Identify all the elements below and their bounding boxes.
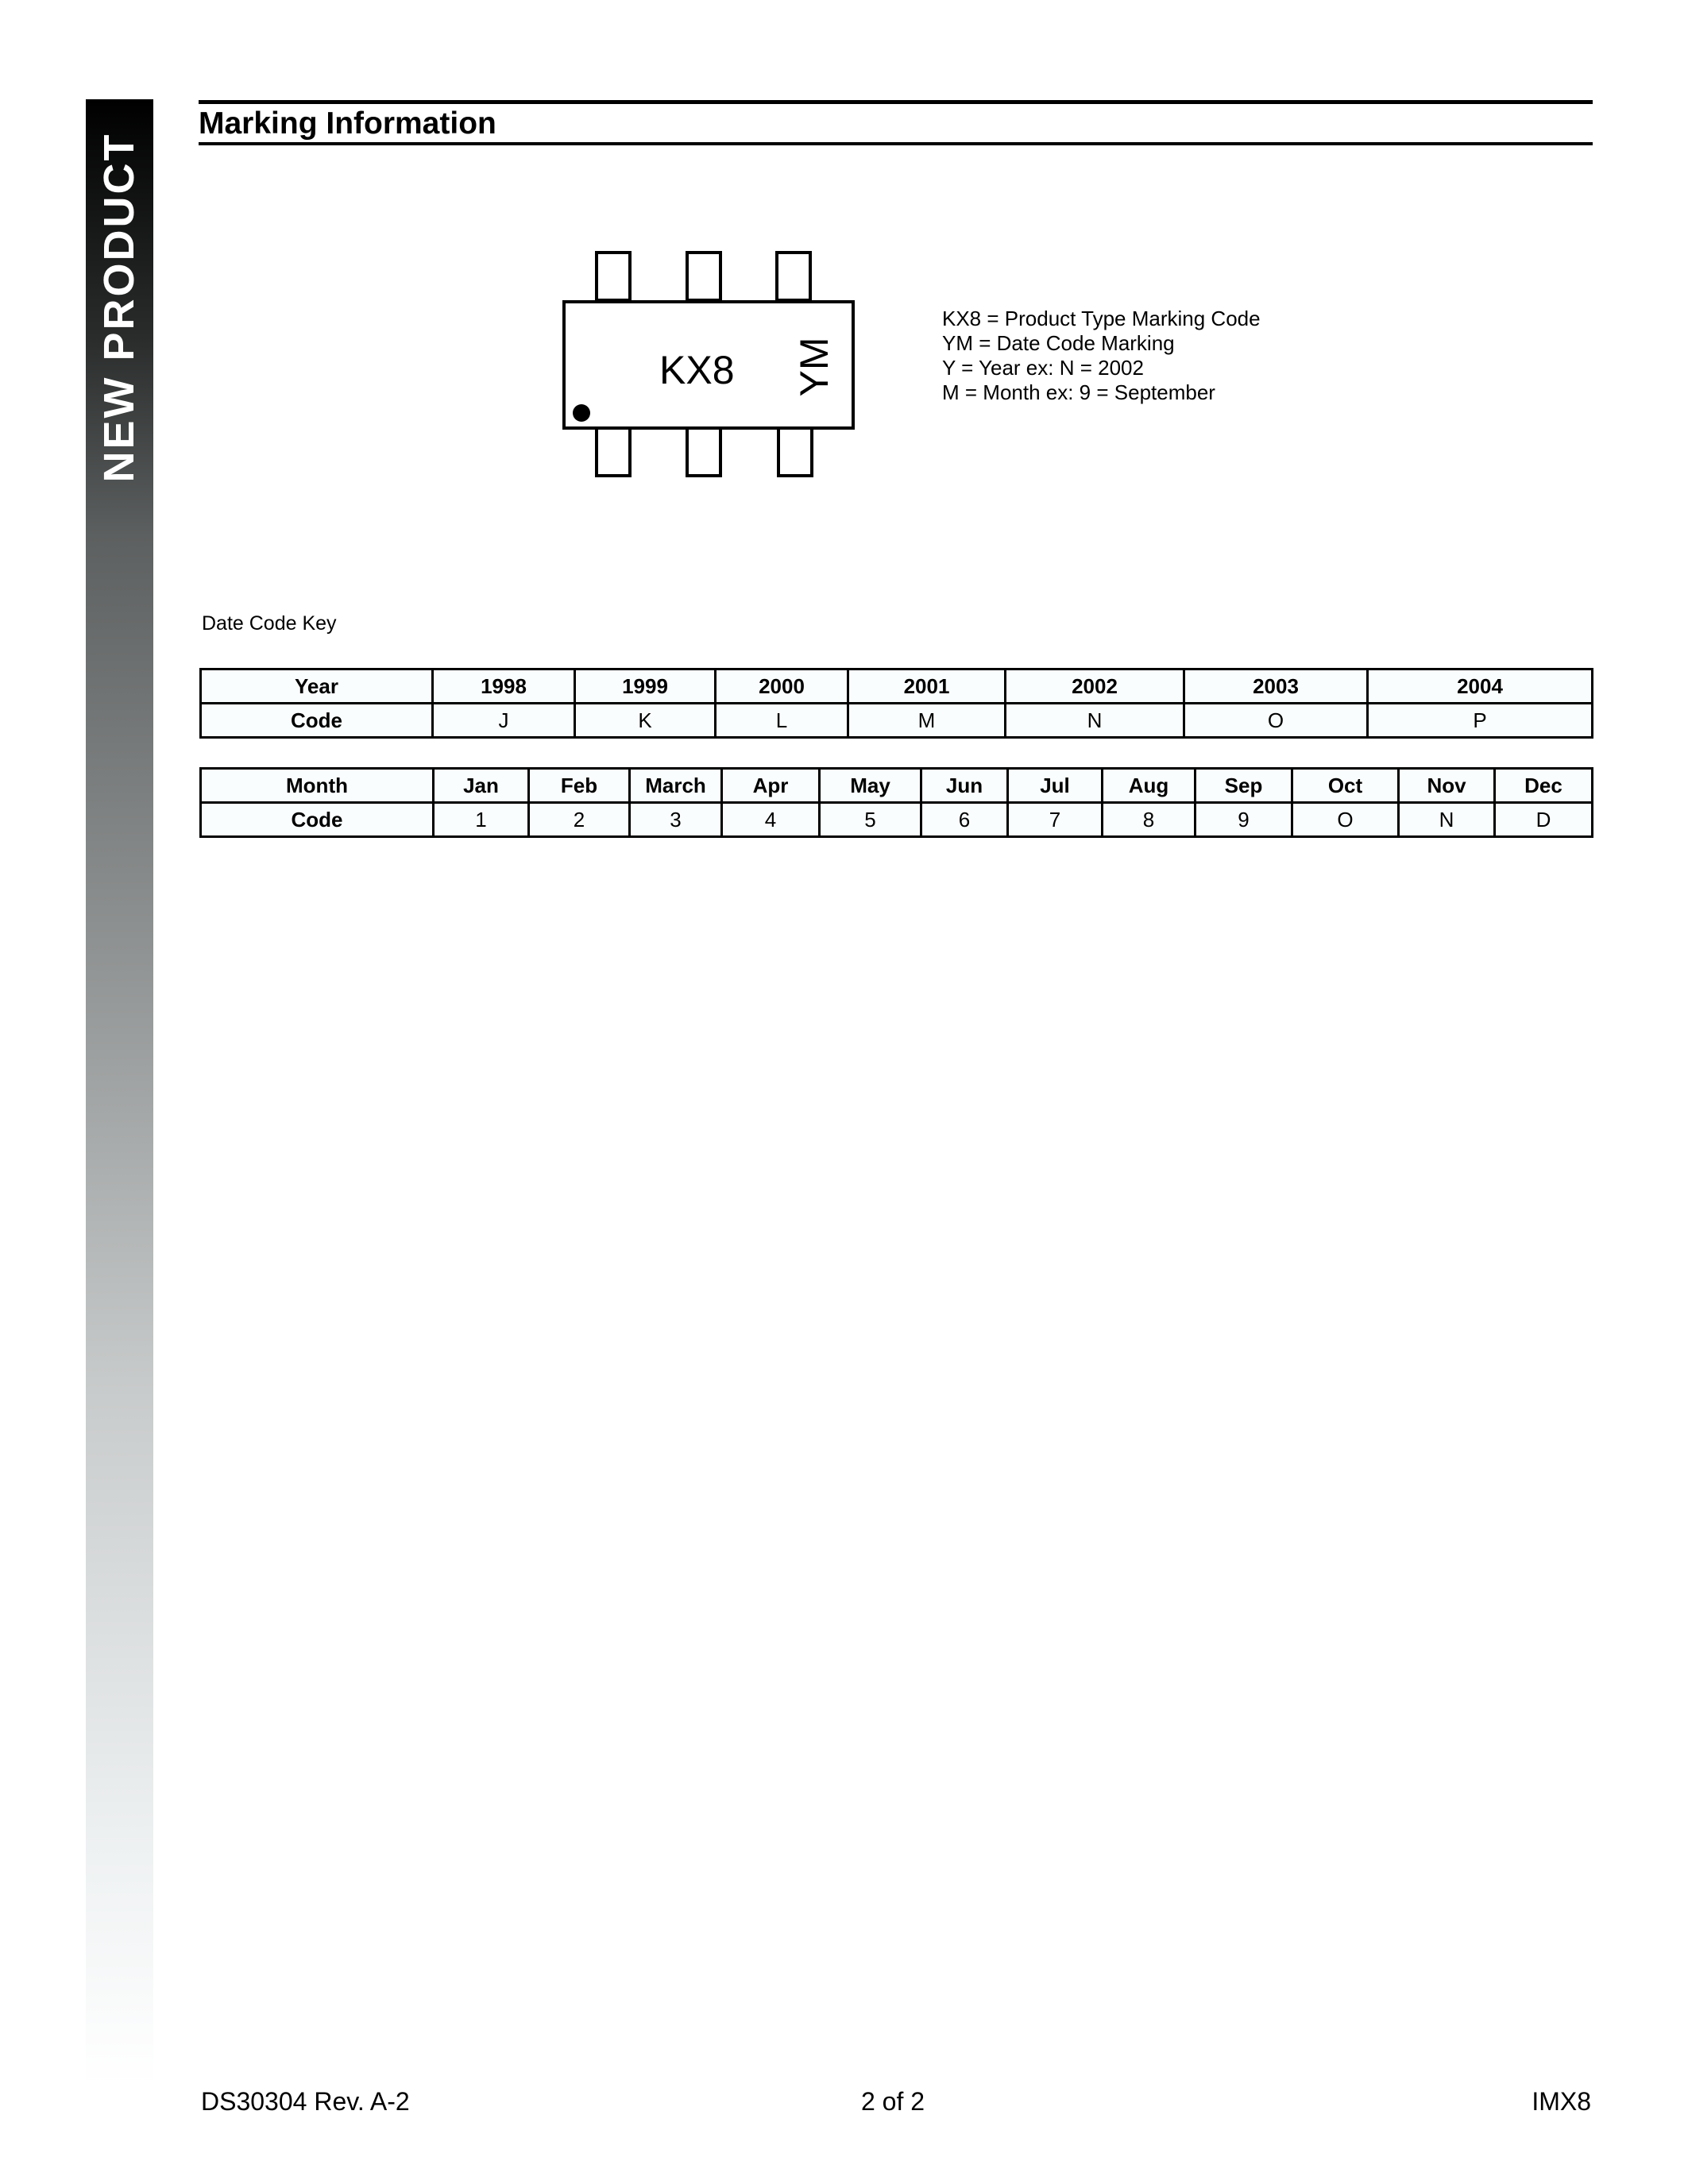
- marking-legend: [942, 307, 1261, 405]
- pin1-indicator-icon: [573, 404, 590, 422]
- month-code-table: [199, 767, 1593, 838]
- code-cell: 4: [722, 803, 820, 837]
- year-cell: 2004: [1368, 669, 1593, 704]
- legend-line: M = Month ex: 9 = September: [942, 380, 1215, 404]
- year-cell: 2003: [1184, 669, 1368, 704]
- year-cell: 2001: [848, 669, 1006, 704]
- month-cell: Oct: [1292, 769, 1399, 803]
- code-cell: P: [1368, 704, 1593, 738]
- month-cell: March: [630, 769, 722, 803]
- year-cell: 2000: [716, 669, 848, 704]
- sidebar-label: NEW PRODUCT: [95, 132, 143, 483]
- code-cell: N: [1399, 803, 1495, 837]
- code-cell: 1: [434, 803, 529, 837]
- pin-top-2: [686, 251, 722, 302]
- sidebar-label-container: [86, 99, 153, 483]
- code-cell: O: [1184, 704, 1368, 738]
- code-cell: K: [575, 704, 716, 738]
- month-cell: Aug: [1103, 769, 1196, 803]
- date-code-key-label: Date Code Key: [202, 612, 337, 635]
- code-cell: 5: [820, 803, 921, 837]
- month-cell: Apr: [722, 769, 820, 803]
- footer-document-number: DS30304 Rev. A-2: [201, 2087, 410, 2116]
- code-cell: 2: [529, 803, 630, 837]
- header-rule-bottom: [199, 142, 1593, 145]
- year-code-row: [201, 704, 1593, 738]
- code-cell: 8: [1103, 803, 1196, 837]
- year-code-table: [199, 668, 1593, 739]
- month-header-label: Month: [201, 769, 434, 803]
- month-cell: May: [820, 769, 921, 803]
- code-cell: D: [1495, 803, 1593, 837]
- code-cell: J: [433, 704, 575, 738]
- new-product-sidebar-banner: [86, 99, 153, 2085]
- footer-part-number: IMX8: [1532, 2087, 1591, 2116]
- legend-line: YM = Date Code Marking: [942, 331, 1175, 355]
- code-cell: 6: [921, 803, 1008, 837]
- month-cell: Jan: [434, 769, 529, 803]
- section-title: Marking Information: [199, 106, 496, 141]
- year-cell: 1998: [433, 669, 575, 704]
- code-cell: 7: [1008, 803, 1103, 837]
- footer-page-number: 2 of 2: [860, 2087, 925, 2116]
- product-marking-code: KX8: [659, 348, 735, 392]
- month-cell: Nov: [1399, 769, 1495, 803]
- pin-bottom-2: [686, 425, 722, 477]
- year-cell: 1999: [575, 669, 716, 704]
- pin-bottom-1: [595, 425, 632, 477]
- month-row: [201, 769, 1593, 803]
- code-cell: 3: [630, 803, 722, 837]
- year-cell: 2002: [1006, 669, 1184, 704]
- code-cell: L: [716, 704, 848, 738]
- month-cell: Dec: [1495, 769, 1593, 803]
- month-cell: Jul: [1008, 769, 1103, 803]
- pin-top-3: [775, 251, 812, 302]
- code-cell: O: [1292, 803, 1399, 837]
- legend-line: KX8 = Product Type Marking Code: [942, 307, 1261, 330]
- year-header-label: Year: [201, 669, 433, 704]
- code-cell: N: [1006, 704, 1184, 738]
- pin-top-1: [595, 251, 632, 302]
- date-code-marking: YM: [792, 337, 836, 397]
- pin-bottom-3: [777, 425, 813, 477]
- month-code-row: [201, 803, 1593, 837]
- code-row-label: Code: [201, 803, 434, 837]
- code-cell: 9: [1196, 803, 1292, 837]
- month-cell: Feb: [529, 769, 630, 803]
- legend-line: Y = Year ex: N = 2002: [942, 356, 1144, 380]
- header-rule-top: [199, 100, 1593, 104]
- year-row: [201, 669, 1593, 704]
- code-row-label: Code: [201, 704, 433, 738]
- month-cell: Sep: [1196, 769, 1292, 803]
- month-cell: Jun: [921, 769, 1008, 803]
- code-cell: M: [848, 704, 1006, 738]
